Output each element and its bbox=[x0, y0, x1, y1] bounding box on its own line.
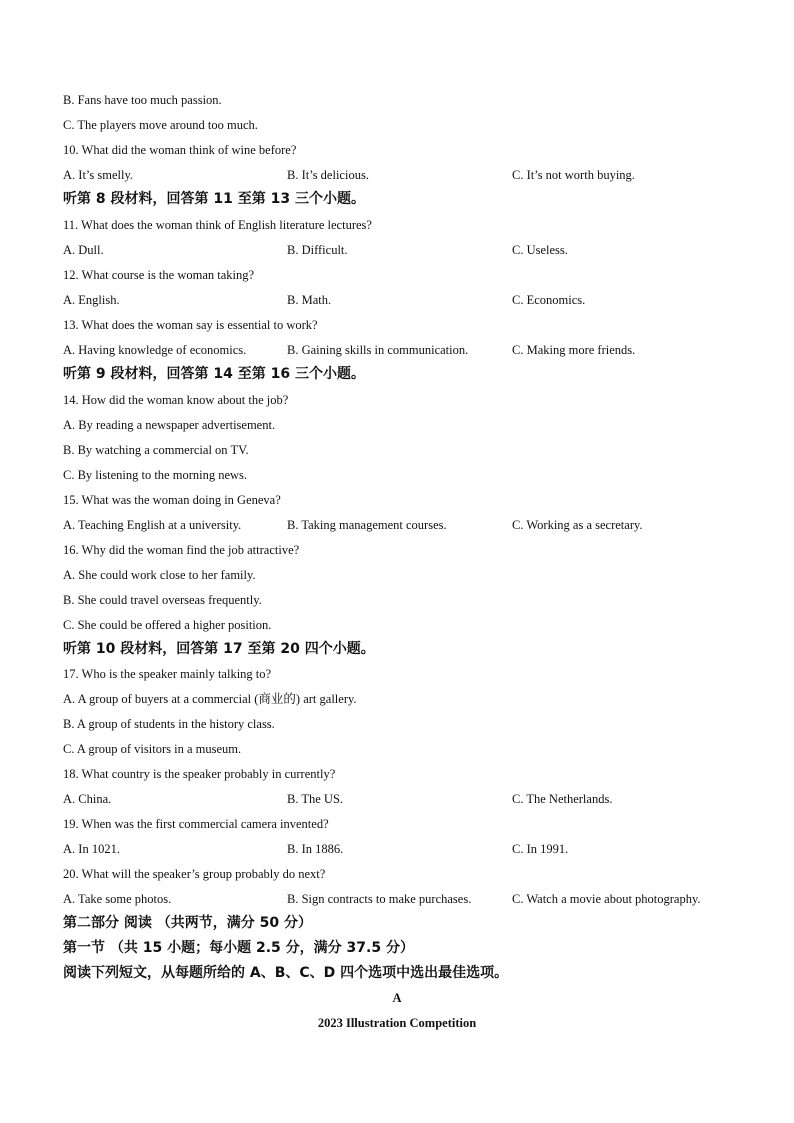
q11-options bbox=[63, 239, 754, 261]
q19-question: 19. When was the first commercial camera invented? bbox=[63, 817, 329, 831]
q20-option-c: C. Watch a movie about photography. bbox=[512, 892, 701, 906]
passage-title: 2023 Illustration Competition bbox=[317, 1016, 477, 1030]
q17-option-c: C. A group of visitors in a museum. bbox=[63, 742, 242, 756]
q18-question: 18. What country is the speaker probably in currently? bbox=[63, 767, 336, 781]
q18-options bbox=[63, 788, 754, 810]
q13-options bbox=[63, 339, 754, 361]
q10-option-a: A. It’s smelly. bbox=[63, 168, 134, 182]
q13-option-a: A. Having knowledge of economics. bbox=[63, 343, 247, 357]
section-10-heading: 听第 10 段材料，回答第 17 至第 20 四个小题。 bbox=[63, 641, 375, 657]
q13-option-c: C. Making more friends. bbox=[512, 343, 636, 357]
q16-question: 16. Why did the woman find the job attractive? bbox=[63, 543, 300, 557]
q16-option-c: C. She could be offered a higher position. bbox=[63, 618, 272, 632]
q18-option-c: C. The Netherlands. bbox=[512, 792, 613, 806]
reading-instruction: 阅读下列短文，从每题所给的 A、B、C、D 四个选项中选出最佳选项。 bbox=[63, 965, 509, 981]
q16-option-a: A. She could work close to her family. bbox=[63, 568, 256, 582]
q10-option-b: B. It’s delicious. bbox=[287, 168, 369, 182]
q12-options bbox=[63, 289, 754, 311]
q15-option-c: C. Working as a secretary. bbox=[512, 518, 643, 532]
q15-options bbox=[63, 514, 754, 536]
section-9-heading: 听第 9 段材料，回答第 14 至第 16 三个小题。 bbox=[63, 366, 365, 382]
q11-option-c: C. Useless. bbox=[512, 243, 568, 257]
passage-letter: A bbox=[392, 991, 402, 1005]
q9-option-c: C. The players move around too much. bbox=[63, 118, 258, 132]
q15-option-a: A. Teaching English at a university. bbox=[63, 518, 242, 532]
reading-section-title: 第一节 （共 15 小题；每小题 2.5 分，满分 37.5 分） bbox=[63, 940, 414, 956]
q11-option-b: B. Difficult. bbox=[287, 243, 348, 257]
q17-option-a: A. A group of buyers at a commercial (商业的) art gallery. bbox=[63, 692, 357, 706]
q19-options bbox=[63, 838, 754, 860]
q17-option-b: B. A group of students in the history class. bbox=[63, 717, 275, 731]
q15-option-b: B. Taking management courses. bbox=[287, 518, 447, 532]
q20-options bbox=[63, 888, 754, 910]
section-8-heading: 听第 8 段材料，回答第 11 至第 13 三个小题。 bbox=[63, 191, 365, 207]
q12-question: 12. What course is the woman taking? bbox=[63, 268, 255, 282]
q19-option-b: B. In 1886. bbox=[287, 842, 344, 856]
q10-option-c: C. It’s not worth buying. bbox=[512, 168, 635, 182]
q10-question: 10. What did the woman think of wine before? bbox=[63, 143, 297, 157]
q14-option-b: B. By watching a commercial on TV. bbox=[63, 443, 249, 457]
q18-option-b: B. The US. bbox=[287, 792, 344, 806]
q20-option-b: B. Sign contracts to make purchases. bbox=[287, 892, 472, 906]
q13-option-b: B. Gaining skills in communication. bbox=[287, 343, 469, 357]
reading-part-title: 第二部分 阅读 （共两节，满分 50 分） bbox=[63, 915, 312, 931]
q14-question: 14. How did the woman know about the job? bbox=[63, 393, 289, 407]
q15-question: 15. What was the woman doing in Geneva? bbox=[63, 493, 281, 507]
q12-option-b: B. Math. bbox=[287, 293, 332, 307]
q16-option-b: B. She could travel overseas frequently. bbox=[63, 593, 262, 607]
q9-option-b: B. Fans have too much passion. bbox=[63, 93, 222, 107]
q20-option-a: A. Take some photos. bbox=[63, 892, 172, 906]
q20-question: 20. What will the speaker’s group probably do next? bbox=[63, 867, 326, 881]
q12-option-c: C. Economics. bbox=[512, 293, 586, 307]
q18-option-a: A. China. bbox=[63, 792, 112, 806]
q10-options bbox=[63, 164, 754, 186]
q11-option-a: A. Dull. bbox=[63, 243, 104, 257]
q19-option-a: A. In 1021. bbox=[63, 842, 120, 856]
q19-option-c: C. In 1991. bbox=[512, 842, 569, 856]
q13-question: 13. What does the woman say is essential to work? bbox=[63, 318, 318, 332]
q17-question: 17. Who is the speaker mainly talking to? bbox=[63, 667, 272, 681]
q14-option-a: A. By reading a newspaper advertisement. bbox=[63, 418, 276, 432]
q14-option-c: C. By listening to the morning news. bbox=[63, 468, 248, 482]
q11-question: 11. What does the woman think of English literature lectures? bbox=[63, 218, 372, 232]
q12-option-a: A. English. bbox=[63, 293, 120, 307]
